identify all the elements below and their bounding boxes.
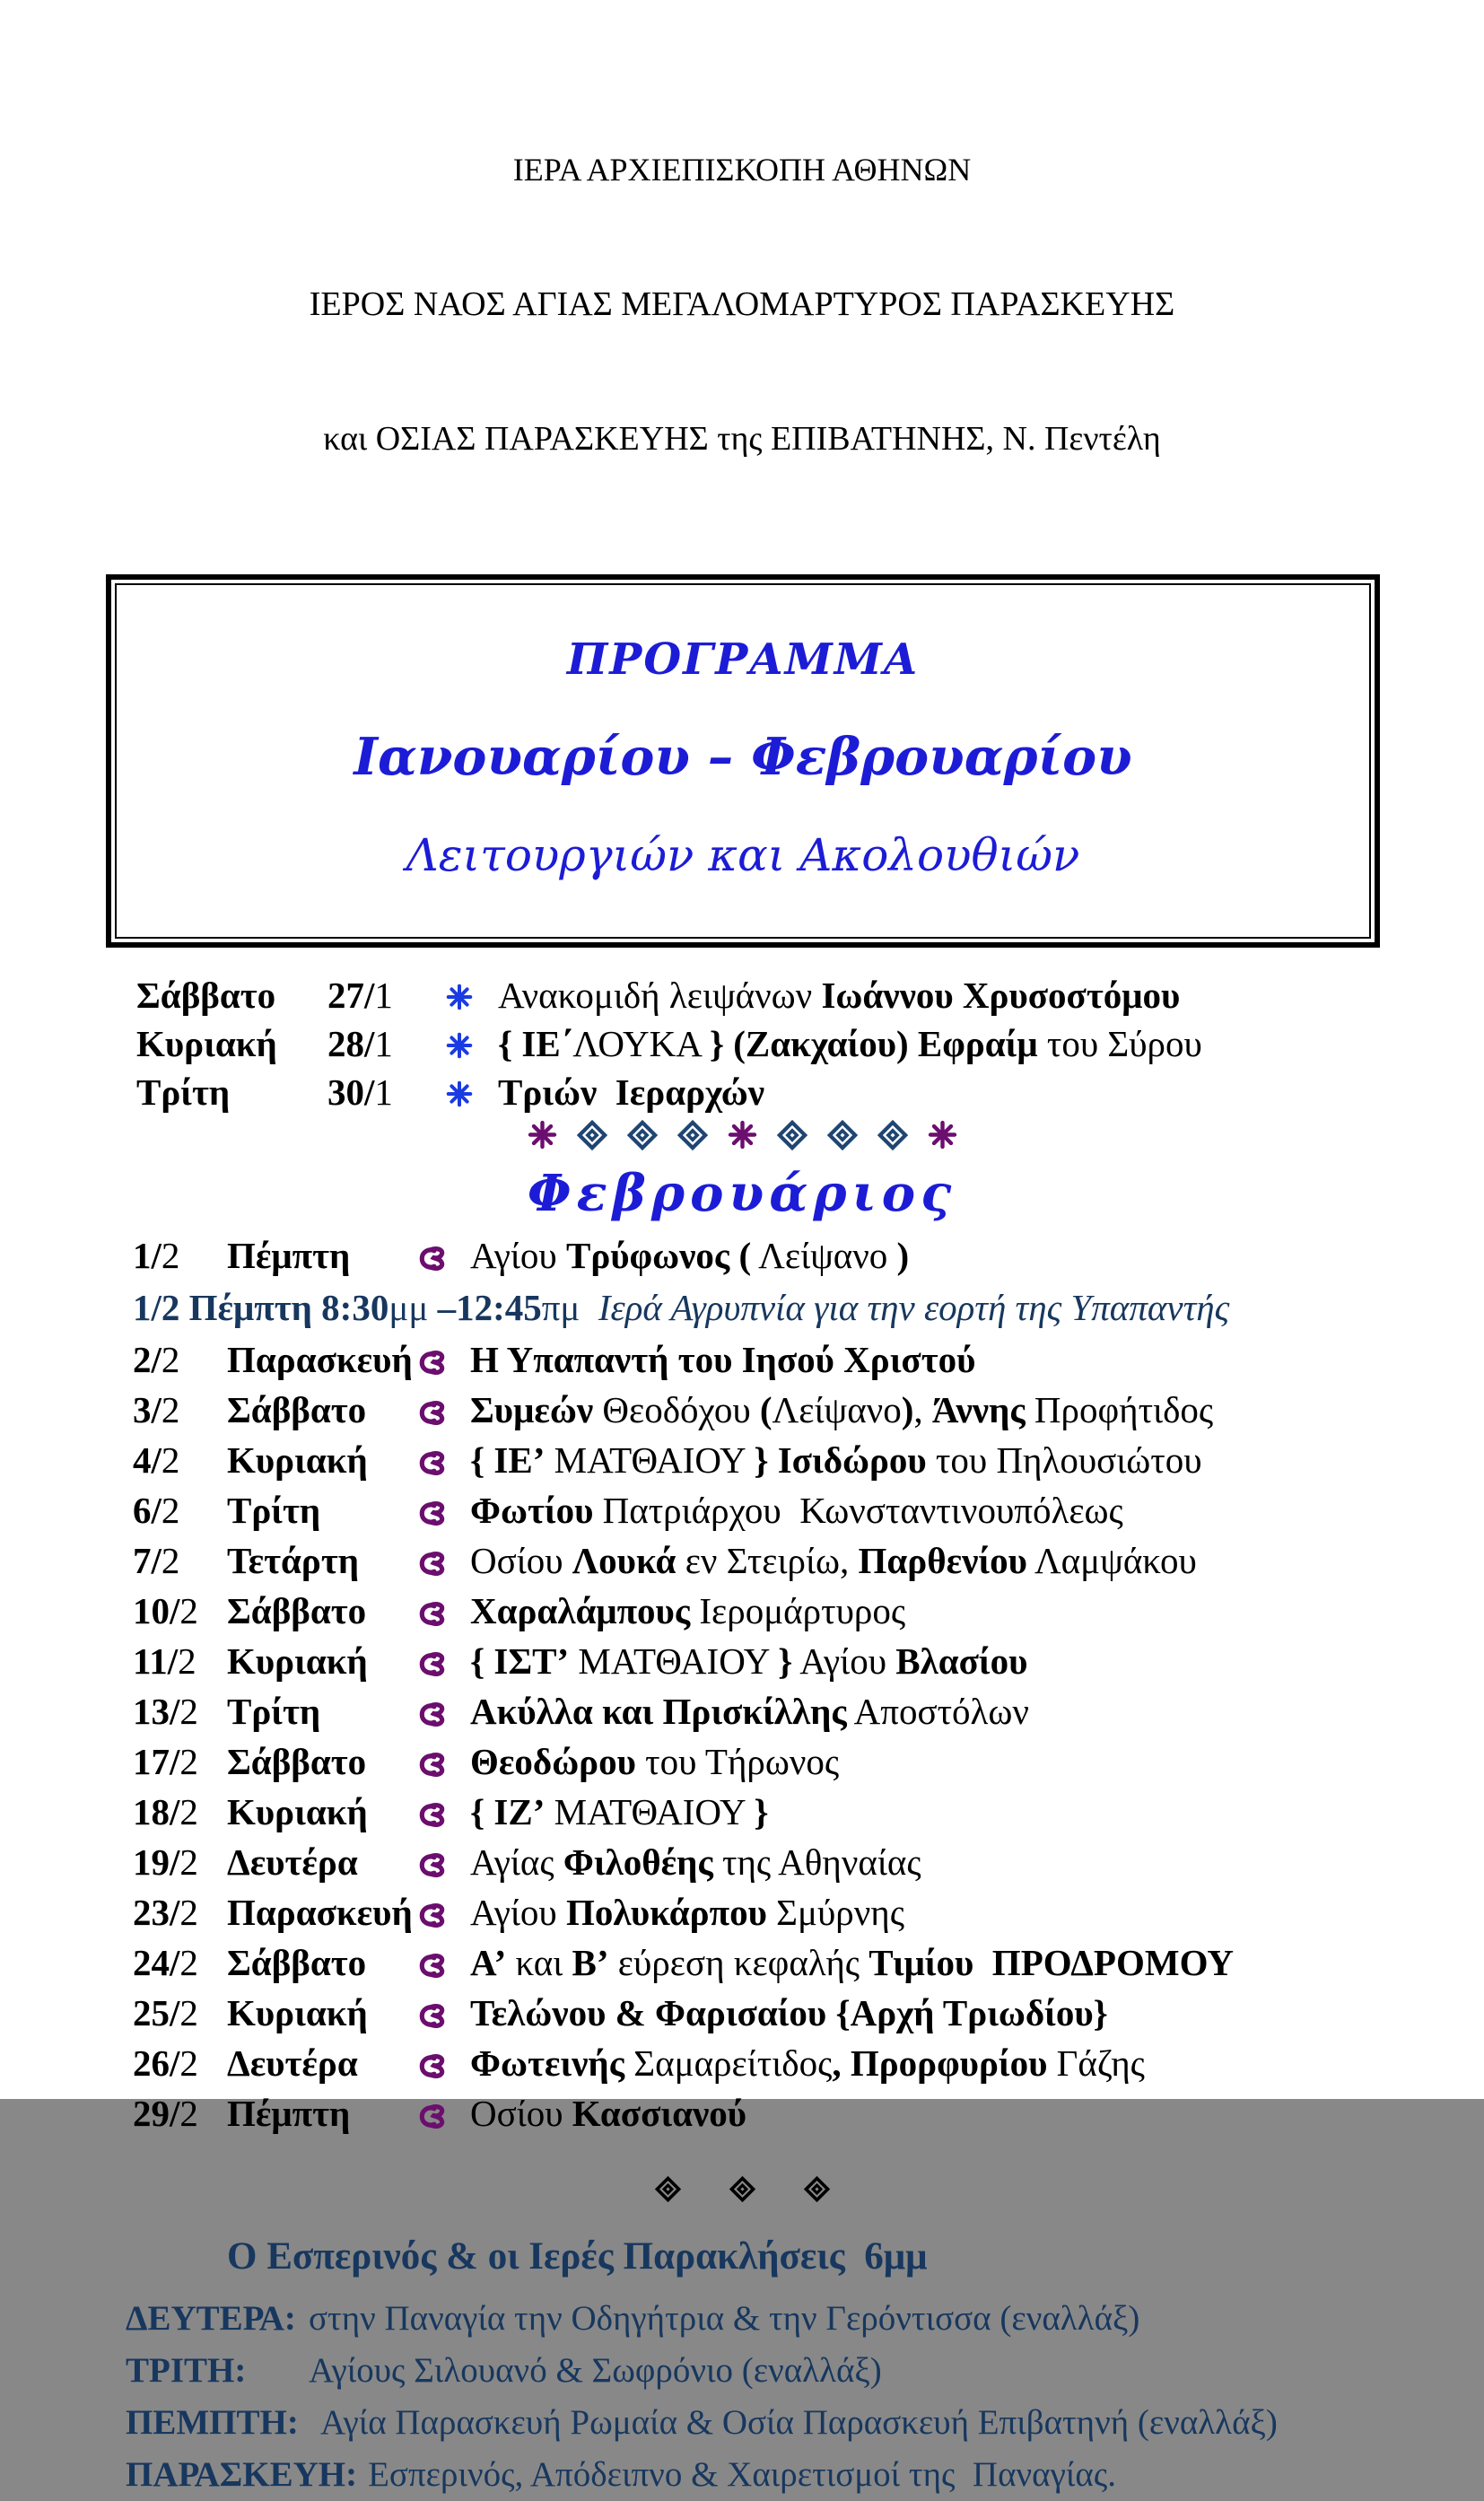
row-day: Δευτέρα (227, 2042, 358, 2084)
scroll-ornament-icon (411, 1551, 450, 1577)
schedule-row (133, 1636, 1484, 1686)
row-symbol (411, 1937, 470, 1988)
text-segment: εν Στειρίω, (676, 1540, 859, 1581)
text-segment: –12:45 (437, 1287, 542, 1328)
row-day: Παρασκευή (227, 1892, 413, 1933)
text-segment: Ιωάννου Χρυσοστόμου (821, 975, 1181, 1016)
text-segment: Σμύρνης (766, 1892, 904, 1933)
diamond-icon (677, 1120, 708, 1150)
row-day: Κυριακή (136, 1023, 277, 1064)
text-segment: Λείψανο (772, 1389, 902, 1430)
diamond-icon (655, 2176, 681, 2202)
text-segment: μμ (388, 1287, 438, 1328)
schedule-row (133, 1535, 1484, 1586)
asterisk-icon (728, 1120, 757, 1150)
row-day: Τρίτη (136, 1071, 231, 1113)
text-segment: Λαμψάκου (1026, 1540, 1197, 1581)
row-date: 23/2 (133, 1892, 198, 1933)
row-symbol (446, 971, 498, 1019)
text-segment: Β’ (572, 1942, 609, 1983)
row-day: Κυριακή (227, 1640, 368, 1682)
schedule-row (136, 1068, 1484, 1116)
text-segment: } (Ζακχαίου) Εφραίμ (709, 1023, 1038, 1064)
text-segment: } (778, 1640, 793, 1682)
header-line-archdiocese: ΙΕΡΑ ΑΡΧΙΕΠΙΣΚΟΠΗ ΑΘΗΝΩΝ (512, 152, 972, 188)
text-segment: Η Υπαπαντή του Ιησού Χριστού (470, 1339, 976, 1380)
schedule-row (133, 1485, 1484, 1535)
asterisk-icon (928, 1120, 957, 1150)
scroll-ornament-icon (411, 1802, 450, 1828)
text-segment: Αγίας (470, 1841, 563, 1883)
row-symbol (411, 1586, 470, 1636)
row-text (470, 1937, 1484, 1988)
text-segment: Θεοδώρου (470, 1741, 636, 1782)
asterisk-icon (528, 1120, 557, 1150)
text-segment: Συμεών (470, 1389, 594, 1430)
row-day: Κυριακή (227, 1439, 368, 1481)
diamond-icon (729, 2176, 755, 2202)
text-segment: Παρθενίου (858, 1540, 1027, 1581)
scroll-ornament-icon (411, 1601, 450, 1627)
row-date: 1/2 (133, 1235, 180, 1276)
schedule-row (133, 1937, 1484, 1988)
diamond-icon (827, 1120, 858, 1150)
text-segment: του Σύρου (1037, 1023, 1202, 1064)
row-symbol (411, 1837, 470, 1887)
text-segment: Προφήτιδος (1025, 1389, 1214, 1430)
row-symbol (411, 1385, 470, 1435)
text-segment: ( (759, 1389, 773, 1430)
february-schedule (133, 1230, 1484, 2138)
text-segment: ΛΟΥΚΑ (572, 1023, 710, 1064)
diamond-icon (627, 1120, 658, 1150)
text-segment: Λουκά (572, 1540, 677, 1581)
diamond-icon (577, 1120, 607, 1150)
row-symbol (411, 1887, 470, 1937)
vespers-row (126, 2397, 1484, 2449)
row-day: Τρίτη (227, 1490, 321, 1531)
text-segment: , (913, 1389, 932, 1430)
vespers-text: Αγίους Σιλουανό & Σωφρόνιο (εναλλάξ) (309, 2351, 882, 2390)
closing-divider (0, 2176, 1484, 2210)
row-symbol (411, 1485, 470, 1535)
text-segment: Ανακομιδή λειψάνων (498, 975, 822, 1016)
row-day: Σάββατο (227, 1389, 367, 1430)
text-segment: Θεοδόχου (593, 1389, 760, 1430)
scroll-ornament-icon (411, 1651, 450, 1677)
row-text (133, 1287, 1229, 1328)
text-segment: Βλασίου (895, 1640, 1028, 1682)
scroll-ornament-icon (411, 1752, 450, 1778)
header-line-parish: ΙΕΡΟΣ ΝΑΟΣ ΑΓΙΑΣ ΜΕΓΑΛΟΜΑΡΤΥΡΟΣ ΠΑΡΑΣΚΕΥΗΣ (309, 285, 1175, 323)
diamond-icon (804, 2176, 830, 2202)
text-segment: Φιλοθέης (563, 1841, 713, 1883)
row-day: Σάββατο (227, 1942, 367, 1983)
text-segment: Αποστόλων (846, 1691, 1029, 1732)
row-symbol (411, 1787, 470, 1837)
schedule-row (133, 1435, 1484, 1485)
row-symbol (411, 1636, 470, 1686)
vespers-row (126, 2293, 1484, 2345)
schedule-row (133, 1385, 1484, 1435)
schedule-row (133, 1230, 1484, 1281)
asterisk-icon (446, 984, 473, 1010)
scroll-ornament-icon (411, 1350, 450, 1376)
text-segment: του Πηλουσιώτου (926, 1439, 1202, 1481)
asterisk-icon (446, 1032, 473, 1059)
row-text (470, 1787, 1484, 1837)
vigil-row (133, 1281, 1484, 1334)
text-segment: Τιμίου ΠΡΟΔΡΟΜΟΥ (869, 1942, 1235, 1983)
text-segment: Αγίου (470, 1892, 566, 1933)
row-date: 2/2 (133, 1339, 180, 1380)
row-day: Πέμπτη (227, 1235, 351, 1276)
schedule-row (133, 1887, 1484, 1937)
text-segment: } Ισιδώρου (754, 1439, 927, 1481)
schedule-row (136, 1019, 1484, 1068)
text-segment: Α’ (470, 1942, 507, 1983)
text-segment: Φωτεινής (470, 2042, 624, 2084)
row-symbol (411, 1435, 470, 1485)
vespers-schedule (126, 2293, 1484, 2501)
row-text (470, 1334, 1484, 1385)
row-date: 24/2 (133, 1942, 198, 1983)
vespers-day-label: ΠΕΜΠΤΗ: (126, 2403, 299, 2442)
text-segment: Αγίου (792, 1640, 896, 1682)
row-text (470, 2038, 1484, 2088)
row-text (470, 1636, 1484, 1686)
vespers-day-label: ΠΑΡΑΣΚΕΥΗ: (126, 2455, 358, 2494)
row-symbol (411, 1736, 470, 1787)
scroll-ornament-icon (411, 1701, 450, 1727)
text-segment: του Τήρωνος (635, 1741, 840, 1782)
row-day: Πέμπτη (227, 2093, 351, 2134)
row-text (470, 2088, 1484, 2138)
row-date: 4/2 (133, 1439, 180, 1481)
row-date: 17/2 (133, 1741, 198, 1782)
row-date: 25/2 (133, 1992, 198, 2033)
text-segment: Χαραλάμπους (470, 1590, 691, 1631)
text-segment: Οσίου (470, 2093, 572, 2134)
text-segment: ΜΑΤΘΑΙΟΥ (545, 1791, 755, 1832)
row-text (470, 1435, 1484, 1485)
row-text (470, 1837, 1484, 1887)
vespers-row (126, 2345, 1484, 2397)
schedule-row (133, 1736, 1484, 1787)
text-segment: ΜΑΤΘΑΙΟΥ (545, 1439, 755, 1481)
text-segment: Λείψανο (751, 1235, 897, 1276)
text-segment: και (506, 1942, 572, 1983)
row-day: Κυριακή (227, 1791, 368, 1832)
text-segment: ΜΑΤΘΑΙΟΥ (569, 1640, 779, 1682)
text-segment: Σαμαρείτιδος (624, 2042, 833, 2084)
row-date: 28/1 (327, 1023, 393, 1064)
row-day: Τρίτη (227, 1691, 321, 1732)
row-symbol (411, 1334, 470, 1385)
text-segment: Ιερά Αγρυπνία για την εορτή της Υπαπαντής (598, 1287, 1230, 1328)
text-segment: Πατριάρχου Κωνσταντινουπόλεως (593, 1490, 1123, 1531)
scroll-ornament-icon (411, 1450, 450, 1476)
scroll-ornament-icon (411, 2103, 450, 2129)
schedule-row (136, 971, 1484, 1019)
scroll-ornament-icon (411, 2003, 450, 2029)
text-segment: Προρφυρίου (850, 2042, 1048, 2084)
row-day: Σάββατο (227, 1590, 367, 1631)
schedule-row (133, 2038, 1484, 2088)
text-segment: { ΙΣΤ’ (470, 1640, 570, 1682)
row-date: 13/2 (133, 1691, 198, 1732)
january-schedule (136, 971, 1484, 1116)
text-segment: Πολυκάρπου (565, 1892, 767, 1933)
text-segment: { ΙΕ΄ (498, 1023, 573, 1064)
february-title: Φεβρουάριος (527, 1164, 957, 1223)
section-divider (0, 1120, 1484, 1160)
schedule-row (133, 1988, 1484, 2038)
row-symbol (411, 1535, 470, 1586)
scroll-ornament-icon (411, 1902, 450, 1928)
diamond-icon (877, 1120, 908, 1150)
text-segment: Τριών Ιεραρχών (498, 1071, 765, 1113)
text-segment: 1/2 Πέμπτη 8:30 (133, 1287, 389, 1328)
row-symbol (411, 1230, 470, 1281)
row-symbol (446, 1068, 498, 1116)
asterisk-icon (446, 1080, 473, 1107)
row-date: 27/1 (327, 975, 393, 1016)
schedule-row (133, 1787, 1484, 1837)
vespers-row (126, 2449, 1484, 2501)
text-segment: Ακύλλα και Πρισκίλλης (470, 1691, 847, 1732)
row-text (470, 1230, 1484, 1281)
row-text (470, 1887, 1484, 1937)
schedule-row (133, 2088, 1484, 2138)
text-segment: εύρεση κεφαλής (608, 1942, 869, 1983)
row-date: 7/2 (133, 1540, 180, 1581)
vespers-text: Αγία Παρασκευή Ρωμαία & Οσία Παρασκευή Επιβατηνή (εναλλάξ) (320, 2403, 1278, 2442)
row-day: Σάββατο (136, 975, 276, 1016)
schedule-row (133, 1334, 1484, 1385)
row-text (470, 1485, 1484, 1535)
text-segment: { ΙΕ’ (470, 1439, 546, 1481)
row-date: 3/2 (133, 1389, 180, 1430)
row-date: 19/2 (133, 1841, 198, 1883)
program-subtitle: Λειτουργιών και Ακολουθιών (406, 829, 1080, 881)
vespers-day-label: ΤΡΙΤΗ: (126, 2351, 247, 2390)
row-date: 11/2 (133, 1640, 196, 1682)
text-segment: ) (901, 1389, 914, 1430)
text-segment: Φωτίου (470, 1490, 594, 1531)
text-segment: ) (896, 1235, 910, 1276)
row-date: 10/2 (133, 1590, 198, 1631)
row-text (470, 1385, 1484, 1435)
row-day: Δευτέρα (227, 1841, 358, 1883)
vespers-title: Ο Εσπερινός & οι Ιερές Παρακλήσεις 6μμ (227, 2235, 928, 2278)
row-text (498, 1068, 1484, 1116)
row-date: 18/2 (133, 1791, 198, 1832)
text-segment: Άννης (931, 1389, 1026, 1430)
row-date: 30/1 (327, 1071, 393, 1113)
text-segment: {Αρχή Τριωδίου} (835, 1992, 1108, 2033)
text-segment: } (754, 1791, 769, 1832)
row-day: Παρασκευή (227, 1339, 413, 1380)
text-segment: { ΙΖ’ (470, 1791, 546, 1832)
row-symbol (446, 1019, 498, 1068)
row-text (470, 1988, 1484, 2038)
row-text (470, 1736, 1484, 1787)
text-segment: Οσίου (470, 1540, 572, 1581)
row-text (498, 971, 1484, 1019)
scroll-ornament-icon (411, 1953, 450, 1979)
text-segment: Αγίου (470, 1235, 566, 1276)
row-symbol (411, 1988, 470, 2038)
diamond-icon (777, 1120, 807, 1150)
text-segment: , (832, 2042, 842, 2084)
header-line-parish-2: και ΟΣΙΑΣ ΠΑΡΑΣΚΕΥΗΣ της ΕΠΙΒΑΤΗΝΗΣ, Ν. Πεντέλη (323, 420, 1161, 458)
row-day: Κυριακή (227, 1992, 368, 2033)
scroll-ornament-icon (411, 2053, 450, 2079)
text-segment (842, 2042, 851, 2084)
row-text (470, 1586, 1484, 1636)
row-text (470, 1686, 1484, 1736)
text-segment: Τρύφωνος ( (565, 1235, 752, 1276)
church-header (0, 0, 1484, 551)
scroll-ornament-icon (411, 1400, 450, 1426)
vespers-text: στην Παναγία την Οδηγήτρια & την Γερόντισσα (εναλλάξ) (309, 2299, 1140, 2338)
row-text (498, 1019, 1484, 1068)
row-day: Τετάρτη (227, 1540, 360, 1581)
text-segment: Ιερομάρτυρος (690, 1590, 906, 1631)
vespers-day-label: ΔΕΥΤΕΡΑ: (126, 2299, 296, 2338)
text-segment: Τελώνου & Φαρισαίου (470, 1992, 836, 2033)
row-symbol (411, 2088, 470, 2138)
scroll-ornament-icon (411, 1246, 450, 1272)
program-title-box-inner (115, 583, 1371, 939)
text-segment: Κασσιανού (572, 2093, 747, 2134)
row-symbol (411, 1686, 470, 1736)
text-segment: Γάζης (1047, 2042, 1145, 2084)
program-months: Ιανουαρίου – Φεβρουαρίου (354, 727, 1132, 787)
row-date: 26/2 (133, 2042, 198, 2084)
program-title-box (106, 574, 1380, 948)
text-segment: πμ (541, 1287, 598, 1328)
scroll-ornament-icon (411, 1500, 450, 1526)
row-text (470, 1535, 1484, 1586)
schedule-row (133, 1586, 1484, 1636)
row-date: 6/2 (133, 1490, 180, 1531)
row-day: Σάββατο (227, 1741, 367, 1782)
schedule-row (133, 1837, 1484, 1887)
row-date: 29/2 (133, 2093, 198, 2134)
program-title: ΠΡΟΓΡΑΜΜΑ (566, 634, 920, 685)
text-segment: της Αθηναίας (712, 1841, 921, 1883)
schedule-row (133, 1686, 1484, 1736)
scroll-ornament-icon (411, 1852, 450, 1878)
vespers-text: Εσπερινός, Απόδειπνο & Χαιρετισμοί της Παναγίας. (368, 2455, 1116, 2494)
row-symbol (411, 2038, 470, 2088)
